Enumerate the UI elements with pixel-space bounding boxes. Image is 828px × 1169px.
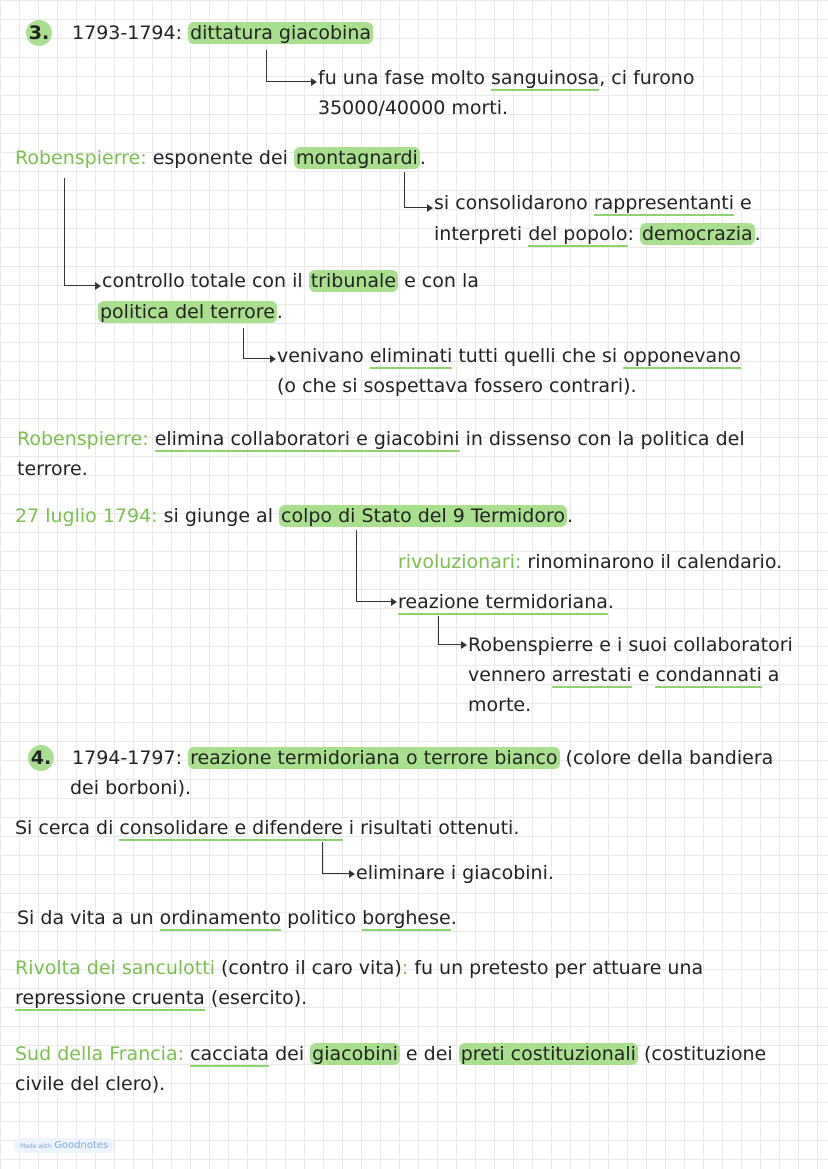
- section-3-heading: [26, 20, 373, 46]
- topic-line: Si da vita a un ordinamento politico borghese.: [17, 907, 457, 929]
- note-line: dei borboni).: [70, 777, 192, 799]
- note-line: Robenspierre e i suoi collaboratori: [468, 634, 793, 656]
- topic-line: Rivolta dei sanculotti (contro il caro vita): fu un pretesto per attuare una: [15, 957, 704, 979]
- note-line: repressione cruenta (esercito).: [15, 987, 308, 1009]
- note-line: (o che si sospettava fossero contrari).: [277, 375, 637, 397]
- connector-arrow: [243, 328, 274, 359]
- topic-line: Sud della Francia: cacciata dei giacobini e dei preti costituzionali (costituzione: [15, 1043, 767, 1065]
- topic-label: 27 luglio 1794:: [15, 505, 158, 527]
- connector-arrow: [356, 560, 395, 602]
- note-line: reazione termidoriana.: [398, 591, 614, 613]
- connector-arrow: [266, 50, 315, 82]
- section-title: dittatura giacobina: [190, 22, 372, 44]
- connector-arrow: [438, 616, 465, 645]
- note-line: controllo totale con il tribunale e con la: [102, 270, 479, 292]
- section-date: 1794-1797:: [72, 747, 183, 769]
- note-line: 35000/40000 morti.: [318, 97, 509, 119]
- topic-label: Robenspierre:: [17, 428, 149, 450]
- connector-arrow: [322, 842, 353, 874]
- topic-line: Robenspierre: elimina collaboratori e giacobini in dissenso con la politica del: [17, 428, 745, 450]
- section-date: 1793-1794:: [72, 22, 183, 44]
- note-line: rivoluzionari: rinominarono il calendario.: [398, 551, 783, 573]
- topic-line: Robenspierre: esponente dei montagnardi .: [15, 147, 426, 169]
- section-4-heading: 4. 1794-1797: reazione termidoriana o terrore bianco (colore della bandiera: [28, 745, 773, 771]
- topic-label: Rivolta dei sanculotti: [15, 957, 215, 979]
- connector-line: [356, 530, 357, 564]
- topic-label: Robenspierre:: [15, 147, 147, 169]
- section-number-badge: 4.: [28, 745, 54, 771]
- topic-label: Sud della Francia:: [15, 1043, 185, 1065]
- note-line: venivano eliminati tutti quelli che si opponevano: [277, 345, 741, 367]
- note-line: fu una fase molto sanguinosa, ci furono: [318, 67, 695, 89]
- note-line: vennero arrestati e condannati a: [468, 664, 780, 686]
- connector-arrow: [64, 178, 99, 286]
- topic-line: Si cerca di consolidare e difendere i risultati ottenuti.: [15, 817, 520, 839]
- goodnotes-badge: Made with Goodnotes: [14, 1138, 114, 1153]
- note-line: terrore.: [17, 458, 88, 480]
- note-line: eliminare i giacobini.: [356, 862, 554, 884]
- note-line: interpreti del popolo: democrazia .: [434, 223, 761, 245]
- note-line: morte.: [468, 694, 532, 716]
- connector-arrow: [404, 172, 431, 208]
- section-number-badge: 3.: [26, 20, 52, 46]
- note-line: si consolidarono rappresentanti e: [434, 192, 752, 214]
- topic-line: 27 luglio 1794: si giunge al colpo di Stato del 9 Termidoro .: [15, 505, 574, 527]
- note-line: civile del clero).: [15, 1073, 166, 1095]
- note-line: politica del terrore .: [100, 301, 283, 323]
